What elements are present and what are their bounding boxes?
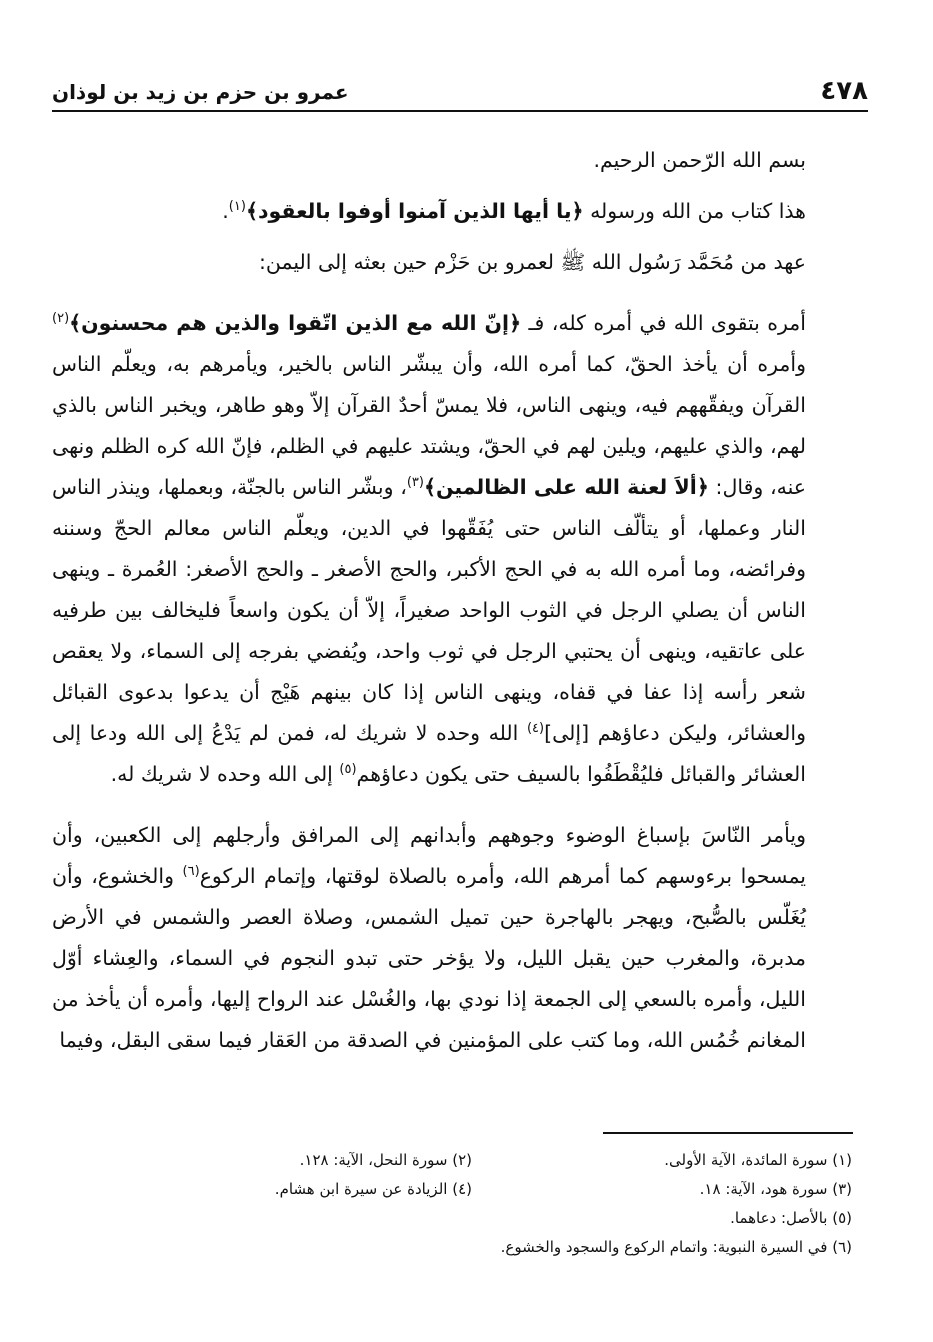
running-title: عمرو بن حزم بن زيد بن لوذان: [52, 80, 349, 104]
footnote-1: (١) سورة المائدة، الآية الأولى.: [664, 1151, 852, 1169]
footnote-row: [52, 1175, 852, 1204]
footnote-divider: [603, 1132, 853, 1134]
footnote-4: (٤) الزيادة عن سيرة ابن هشام.: [274, 1180, 472, 1198]
paragraph-worship: [52, 815, 858, 1061]
quran-verse: ﴿يا أيها الذين آمنوا أوفوا بالعقود﴾: [245, 199, 584, 223]
covenant-text: عهد من مُحَمَّد رَسُول الله ﷺ لعمرو بن حَزْم حين بعثه إلى اليمن:: [258, 250, 806, 274]
page-number: ٤٧٨: [820, 76, 868, 106]
footnote-ref: (٦): [182, 864, 200, 880]
paragraph-orders: [52, 303, 858, 795]
text-span: إلى الله وحده لا شريك له.: [110, 762, 340, 786]
footnote-ref: (٥): [339, 762, 357, 778]
footnotes: [52, 1146, 852, 1262]
running-header: [52, 70, 868, 112]
footnote-row: [52, 1204, 852, 1233]
footnote-3: (٣) سورة هود، الآية: ١٨.: [699, 1180, 852, 1198]
main-text: [52, 140, 858, 1061]
footnote-5: (٥) بالأصل: دعاهما.: [730, 1209, 852, 1227]
basmala-line: [52, 140, 858, 181]
footnote-ref: (١): [228, 199, 246, 215]
text-span: ويأمر النّاسَ بإسباغ الوضوء وجوههم وأبدانهم إلى المرافق وأرجلهم إلى الكعبين، وأن يمسحوا برءوسهم كما أمرهم الله، وأمره بالصلاة لوقتها، وإتمام الركوع: [52, 823, 807, 888]
text-span: والخشوع، وأن يُغَلّس بالصُّبح، ويهجر بالهاجرة حين تميل الشمس، وصلاة العصر والشمس في الأرض مدبرة، والمغرب حين يقبل الليل، ولا يؤخر حتى تبدو النجوم في السماء، والعِشاء أوّل الليل، وأمره بالسعي إلى الجمعة إذا نودي بها، والغُسْل عند الرواح إليها، وأمره أن يأخذ من المغانم خُمُس الله، وما كتب على المؤمنين في الصدقة من العَقار فيما سقى البقل، وفيما: [52, 864, 806, 1052]
text-span: .: [222, 199, 229, 223]
footnote-2: (٢) سورة النحل، الآية: ١٢٨.: [299, 1151, 472, 1169]
footnote-6: (٦) في السيرة النبوية: واتمام الركوع والسجود والخشوع.: [500, 1238, 852, 1256]
footnote-row: [52, 1146, 852, 1175]
text-span: أمره بتقوى الله في أمره كله، فـ: [521, 311, 806, 335]
text-span: وأمره أن يأخذ الحقّ، كما أمره الله، وأن يبشّر الناس بالخير، ويأمرهم به، ويعلّم الناس القرآن ويفقّههم فيه، وينهى الناس، فلا يمسّ أحدٌ القرآن إلاّ وهو طاهر، ويخبر الناس بالذي لهم، والذي عليهم، ويلين لهم في الحقّ، ويشتد عليهم في الظلم، فإنّ الله كره الظلم ونهى عنه، وقال:: [52, 352, 806, 499]
quran-verse: ﴿إنّ الله مع الذين اتّقوا والذين هم محسنون﴾: [69, 311, 522, 335]
basmala-text: بسم الله الرّحمن الرحيم.: [593, 148, 806, 172]
footnote-ref: (٣): [406, 475, 424, 491]
text-span: الله وحده لا شريك له، فمن لم يَدْعُ إلى الله ودعا إلى العشائر والقبائل فليُقْطَفُوا بالسيف حتى يكون دعاؤهم: [52, 721, 806, 786]
footnote-ref: (٢): [52, 311, 70, 327]
footnote-row: [52, 1233, 852, 1262]
text-span: ، وبشّر الناس بالجنّة، وبعملها، وينذر الناس النار وعملها، أو يتألّف الناس حتى يُفَقّهوا في الدين، ويعلّم الناس معالم الحجّ وسننه وفرائضه، وما أمره الله به في الحج الأكبر، والحج الأصغر ـ والحج الأصغر: العُمرة ـ وينهى الناس أن يصلي الرجل في الثوب الواحد صغيراً، إلاّ أن يكون واسعاً فليخالف بين طرفيه على عاتقيه، وينهى أن يحتبي الرجل في ثوب واحد، ويُفضي بفرجه إلى السماء، ولا يعقص شعر رأسه إذا عفا في قفاه، وينهى الناس إذا كان بينهم هَيْج أن يدعوا بدعوى القبائل والعشائر، وليكن دعاؤهم [إلى]: [52, 475, 806, 745]
covenant-line: [52, 242, 858, 283]
text-span: هذا كتاب من الله ورسوله: [583, 199, 806, 223]
footnote-ref: (٤): [526, 721, 545, 737]
letter-opening: [52, 191, 858, 232]
quran-verse: ﴿ألاَ لعنة الله على الظالمين﴾: [423, 475, 709, 499]
